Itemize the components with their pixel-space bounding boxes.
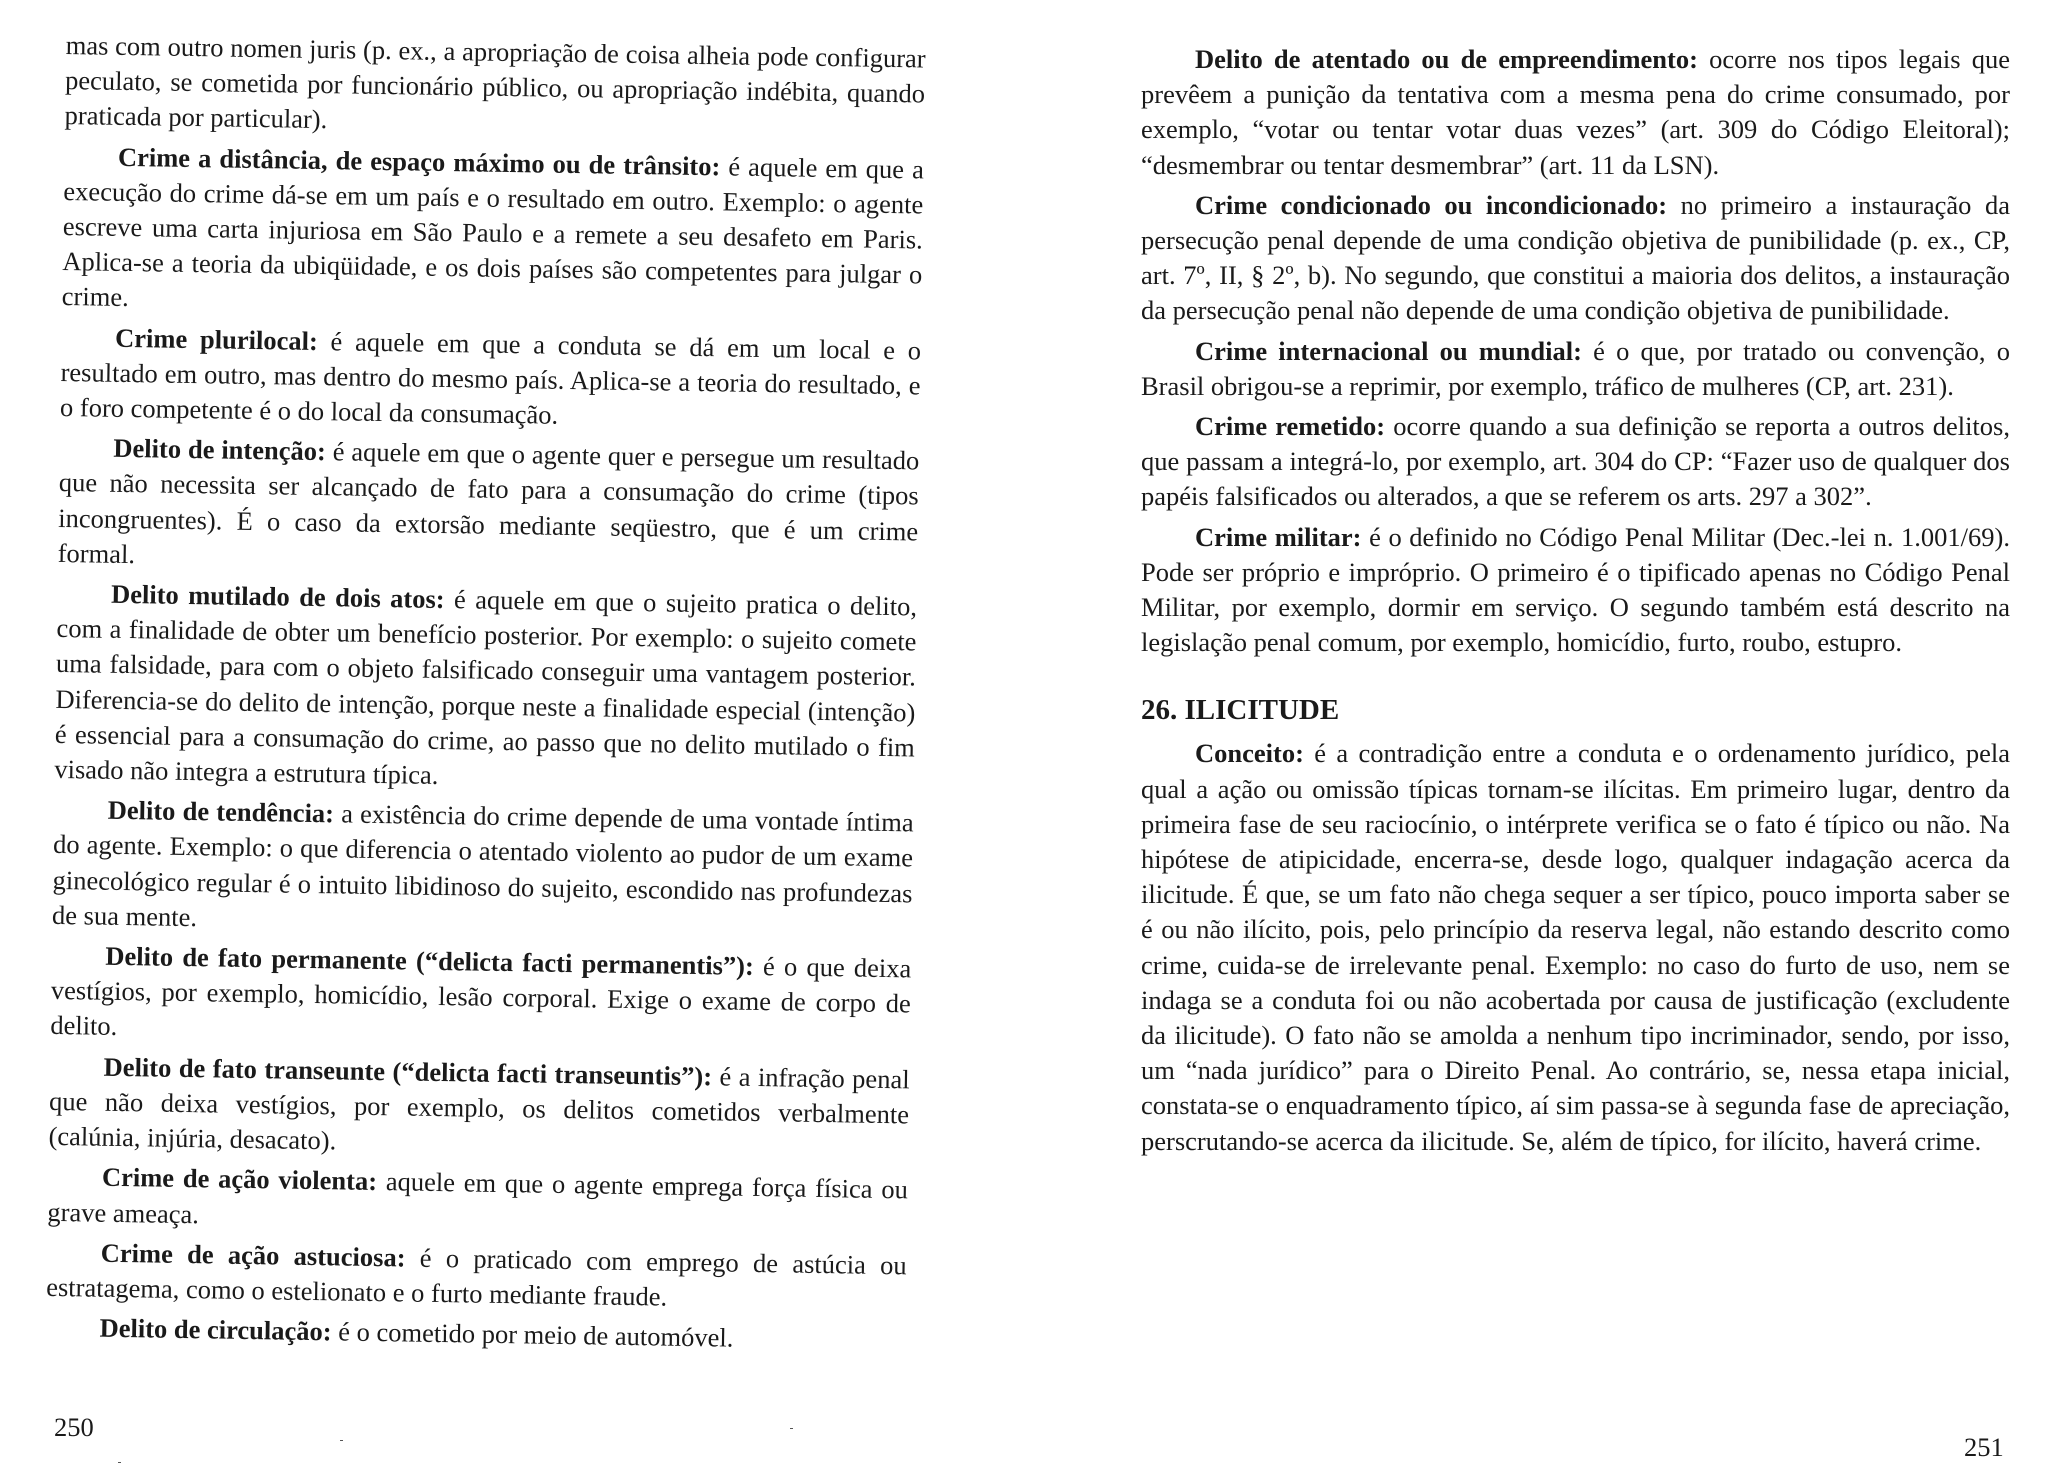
entry-text: é o praticado com emprego de astúcia ou estratagema, como o estelionato e o furto mediante fraude. — [45, 1242, 907, 1312]
entry-text: é aquele em que a conduta se dá em um local e o resultado em outro, mas dentro do mesmo país. Aplica-se a teoria do resultado, e o foro competente é o do local da consumação. — [59, 325, 922, 430]
entry-crime-remetido — [1141, 409, 2010, 515]
entry-term: Crime condicionado ou incondicionado: — [1195, 189, 1668, 220]
entry-acao-astuciosa — [46, 1235, 907, 1319]
right-text-column — [1141, 42, 2010, 1159]
entry-delito-de-intencao — [57, 430, 919, 584]
entry-text: é o cometido por meio de automóvel. — [331, 1316, 734, 1353]
entry-delito-mutilado — [54, 576, 917, 801]
entry-fato-permanente — [50, 938, 912, 1057]
entry-crime-plurilocal — [60, 320, 922, 439]
entry-crime-condicionado — [1141, 188, 2010, 329]
entry-term: Delito de intenção: — [113, 433, 327, 467]
entry-term: Delito de tendência: — [107, 795, 335, 829]
entry-delito-de-circulacao — [45, 1310, 905, 1359]
entry-fato-transeunte — [48, 1049, 910, 1168]
left-text-column — [45, 28, 926, 1359]
entry-acao-violenta — [47, 1159, 908, 1243]
right-page — [1024, 0, 2048, 1472]
entry-term: Crime plurilocal: — [114, 322, 319, 356]
section-heading: 26. ILICITUDE — [1141, 694, 1340, 727]
page-number-left: 250 — [54, 1412, 94, 1442]
scan-speck — [118, 1462, 121, 1463]
entry-term: Delito de circulação: — [99, 1312, 332, 1347]
entry-term: Conceito: — [1195, 738, 1304, 769]
entry-term: Delito de fato transeunte (“delicta facti transeuntis”): — [103, 1051, 713, 1091]
entry-text: é a contradição entre a conduta e o ordenamento jurídico, pela qual a ação ou omissão típicas tornam-se ilícitas. Em primeiro lugar, dentro da primeira fase de seu raciocínio, o intérprete verifica se o fato é típico ou não. Na hipótese de atipicidade, encerra-se, desde logo, qualquer indagação acerca da ilicitude. É que, se um fato não chega sequer a ser típico, pouco importa saber se é ou não ilícito, pois, pelo princípio da reserva legal, não estando descrito como crime, cuida-se de irrelevante penal. Exemplo: no caso do furto de uso, nem se indaga se a conduta foi ou não acobertada por causa de justificação (excludente da ilicitude). O fato não se amolda a nenhum tipo incriminador, sendo, por isso, um “nada jurídico” para o Direito Penal. Ao contrário, se, nessa etapa inicial, constata-se o enquadramento típico, aí sim passa-se à segunda fase de apreciação, perscrutando-se acerca da ilicitude. Se, além de típico, for ilícito, haverá crime. — [1141, 738, 2010, 1156]
entry-text: ocorre quando a sua definição se reporta a outros delitos, que passam a integrá-lo, por exemplo, art. 304 do CP: “Fazer uso de qualquer dos papéis falsificados ou alterados, a que se referem os arts. 297 a 302”. — [1141, 411, 2010, 512]
entry-term: Crime remetido: — [1195, 411, 1386, 442]
entry-text: aquele em que o agente emprega força física ou grave ameaça. — [47, 1166, 909, 1229]
entry-text: é aquele em que a execução do crime dá-se em um país e o resultado em outro. Exemplo: o agente escreve uma carta injuriosa em São Paulo e a remete a seu desafeto em Paris. Aplica-se a teoria da ubiqüidade, e os dois países são competentes para julgar o crime. — [61, 150, 925, 313]
entry-text: é a infração penal que não deixa vestígios, por exemplo, os delitos cometidos verbalmente (calúnia, injúria, desacato). — [48, 1060, 910, 1156]
entry-text: é o que deixa vestígios, por exemplo, homicídio, lesão corporal. Exige o exame de corpo de delito. — [50, 950, 912, 1042]
entry-term: Delito mutilado de dois atos: — [110, 578, 445, 615]
entry-delito-de-atentado — [1141, 42, 2010, 183]
entry-term: Crime a distância, de espaço máximo ou de trânsito: — [117, 141, 721, 181]
entry-text: ocorre nos tipos legais que prevêem a punição da tentativa com a mesma pena do crime consumado, por exemplo, “votar ou tentar votar duas vezes” (art. 309 do Código Eleitoral); “desmembrar ou tentar desmembrar” (art. 11 da LSN). — [1141, 44, 2010, 180]
entry-crime-militar — [1141, 520, 2010, 661]
entry-delito-de-tendencia — [52, 792, 914, 946]
entry-crime-internacional — [1141, 334, 2010, 404]
entry-text: é o que, por tratado ou convenção, o Brasil obrigou-se a reprimir, por exemplo, tráfico de mulheres (CP, art. 231). — [1141, 335, 2010, 401]
entry-term: Crime internacional ou mundial: — [1195, 335, 1582, 366]
page-number-right: 251 — [1964, 1432, 2004, 1462]
scan-speck — [790, 1428, 793, 1429]
entry-term: Crime de ação violenta: — [101, 1162, 378, 1197]
entry-conceito — [1141, 736, 2010, 1158]
scan-speck — [340, 1440, 343, 1441]
entry-text: é o definido no Código Penal Militar (Dec.-lei n. 1.001/69). Pode ser próprio e impróprio. O primeiro é o tipificado apenas no Código Penal Militar, por exemplo, dormir em serviço. O segundo também está descrito na legislação penal comum, por exemplo, homicídio, furto, roubo, estupro. — [1141, 521, 2010, 658]
entry-crime-a-distancia — [61, 139, 924, 329]
entry-term: Delito de atentado ou de empreendimento: — [1195, 44, 1698, 74]
entry-term: Delito de fato permanente (“delicta facti permanentis”): — [105, 940, 755, 981]
entry-term: Crime militar: — [1195, 521, 1362, 552]
entry-text: no primeiro a instauração da persecução penal depende de uma condição objetiva de punibilidade (p. ex., CP, art. 7º, II, § 2º, b). No segundo, que constitui a maioria dos delitos, a instauração da persecução penal não depende de uma condição objetiva de punibilidade. — [1141, 189, 2010, 326]
entry-text: é aquele em que o agente quer e persegue um resultado que não necessita ser alcançado de fato para a consumação do crime (tipos incongruentes). É o caso da extorsão mediante seqüestro, que é um crime formal. — [57, 436, 920, 569]
continuation-paragraph: mas com outro nomen juris (p. ex., a apropriação de coisa alheia pode configurar peculato, se cometida por funcionário público, ou apropriação indébita, quando praticada por particular). — [64, 29, 926, 135]
entry-term: Crime de ação astuciosa: — [100, 1237, 406, 1273]
entry-text: é aquele em que o sujeito pratica o delito, com a finalidade de obter um benefício posterior. Por exemplo: o sujeito comete uma falsidade, para com o objeto falsificado conseguir uma vantagem posterior. Diferencia-se do delito de intenção, porque neste a finalidade especial (intenção) é essencial para a consumação do crime, ao passo que no delito mutilado o fim visado não integra a estrutura típica. — [54, 584, 918, 791]
entry-text: a existência do crime depende de uma vontade íntima do agente. Exemplo: o que diferencia o atentado violento ao pudor de um exame ginecológico regular é o intuito libidinoso do sujeito, escondido nas profundezas de sua mente. — [51, 798, 914, 933]
